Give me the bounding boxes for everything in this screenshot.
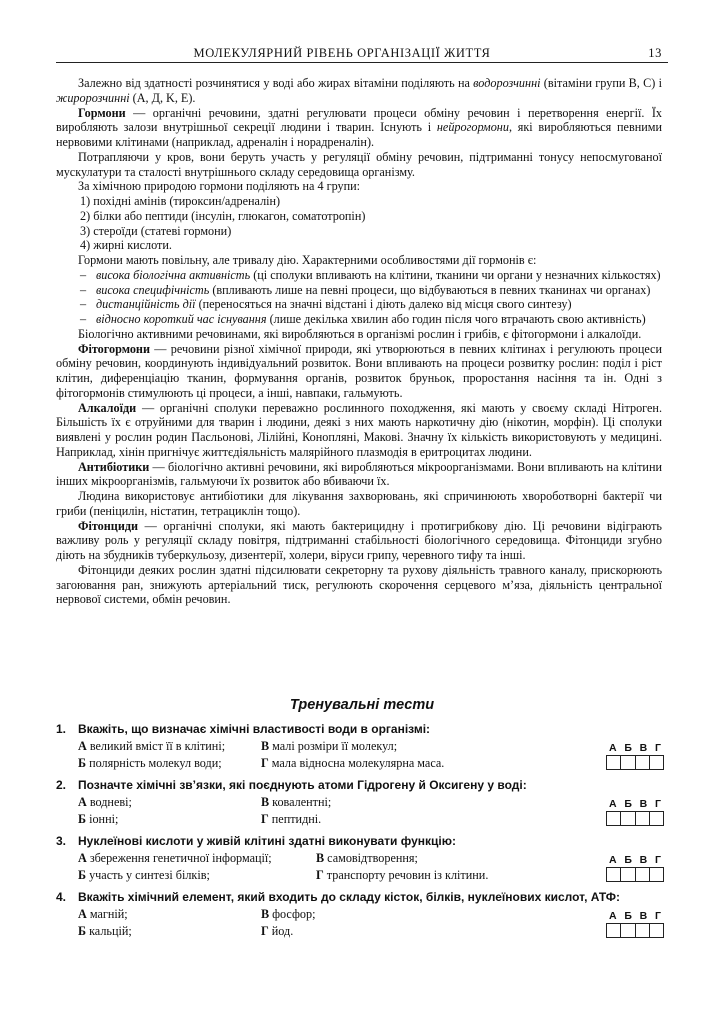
- answer-box[interactable]: [649, 756, 663, 769]
- option-letter: А: [78, 851, 87, 865]
- term-phytohormones: Фітогормони: [78, 341, 150, 356]
- option-text: кальцій;: [89, 924, 132, 938]
- grid-letter: А: [609, 910, 617, 922]
- feature-item: [56, 283, 662, 298]
- option-letter: В: [261, 795, 270, 809]
- paragraph-phytoncides: [56, 519, 662, 563]
- option-letter: Г: [316, 868, 324, 882]
- option-text: йод.: [271, 924, 294, 938]
- grid-letter: Г: [655, 798, 661, 810]
- grid-letter: В: [639, 798, 648, 810]
- option-text: самовідтворення;: [327, 851, 418, 865]
- test-question: [56, 721, 668, 781]
- answer-option: [78, 795, 132, 810]
- grid-letter: В: [639, 742, 648, 754]
- text-span: — органічні сполуки переважно рослинного походження, які мають у своєму складі Нітроген. Більшість їх є отруйними для тварин і людини, деякі з них мають наркотичну дію (нікотин, морфін). Ці сполуки виявлені у рослин родин Пасльонові, Лілійні, Конопляні, Макові. Значну їх кількість використовують у медицині. Наприклад, хінін пригнічує життєдіяльність малярійного плазмодія в еритроцитах людини.: [56, 400, 662, 459]
- running-header: [56, 44, 668, 64]
- feature-text: (впливають лише на певні процеси, що відбуваються в певних тканинах чи органах): [209, 282, 651, 297]
- term-hormones: Гормони: [78, 105, 126, 120]
- answer-grid-boxes: [606, 923, 664, 938]
- term-water-soluble: водорозчинні: [473, 76, 541, 90]
- answer-option: [261, 812, 321, 827]
- option-letter: А: [78, 795, 87, 809]
- answer-grid-letters: [606, 855, 664, 866]
- paragraph-phytoncides-effects: Фітонциди деяких рослин здатні підсилювати секреторну та рухову діяльність травного каналу, прискорюють загоювання ран, знижують артеріальний тиск, регулюють скорочення серцевого м’яза, діяльність центральної нервової системи, обмін речовин.: [56, 562, 662, 607]
- answer-option: [78, 812, 118, 827]
- answer-box[interactable]: [620, 924, 634, 937]
- test-question: [56, 777, 668, 837]
- question-number: 4.: [56, 890, 67, 904]
- option-text: участь у синтезі білків;: [89, 868, 210, 882]
- answer-box[interactable]: [620, 868, 634, 881]
- term-alkaloids: Алкалоїди: [78, 400, 137, 415]
- text-span: — органічні речовини, здатні регулювати процеси обміну речовин і перетворення енергії. Їх виробляють залози внутрішньої секреції людини і тварин. Існують і: [56, 105, 662, 135]
- answer-option: [316, 851, 418, 866]
- answer-grid-letters: [606, 911, 664, 922]
- grid-letter: А: [609, 854, 617, 866]
- text-span: Залежно від здатності розчинятися у воді або жирах вітаміни поділяють на: [78, 76, 474, 90]
- paragraph-antibiotics-use: Людина використовує антибіотики для лікування захворювань, які спричинюють хвороботворні бактерії чи гриби (пеніцилін, ністатин, тетрациклін тощо).: [56, 489, 662, 518]
- question-number: 1.: [56, 722, 67, 736]
- list-item: 3) стероїди (статеві гормони): [80, 223, 232, 238]
- answer-option: [261, 739, 397, 754]
- option-letter: Б: [78, 924, 87, 938]
- answer-grid: [606, 911, 664, 938]
- term-neurohormones: нейрогормони: [436, 120, 509, 135]
- grid-letter: Г: [655, 854, 661, 866]
- header-rule: [56, 62, 668, 63]
- answer-grid: [606, 743, 664, 770]
- answer-box[interactable]: [635, 812, 649, 825]
- option-text: мала відносна молекулярна маса.: [271, 756, 445, 770]
- option-letter: Б: [78, 812, 87, 826]
- answer-option: [78, 739, 225, 754]
- option-letter: А: [78, 907, 87, 921]
- option-letter: А: [78, 739, 87, 753]
- answer-box[interactable]: [607, 756, 620, 769]
- option-letter: Г: [261, 812, 269, 826]
- answer-grid-letters: [606, 743, 664, 754]
- answer-box[interactable]: [649, 868, 663, 881]
- running-header-title: МОЛЕКУЛЯРНИЙ РІВЕНЬ ОРГАНІЗАЦІЇ ЖИТТЯ: [193, 46, 491, 60]
- feature-term: відносно короткий час існування: [96, 312, 267, 326]
- option-text: транспорту речовин із клітини.: [326, 868, 489, 882]
- feature-term: висока біологічна активність: [96, 267, 251, 282]
- feature-item: [56, 268, 662, 283]
- page-number: 13: [648, 46, 662, 60]
- paragraph-alkaloids: [56, 401, 662, 460]
- question-text: Вкажіть, що визначає хімічні властивості води в організмі:: [78, 722, 431, 736]
- answer-box[interactable]: [620, 756, 634, 769]
- grid-letter: Г: [655, 742, 661, 754]
- answer-grid-letters: [606, 799, 664, 810]
- text-span: , які виробляються певними нервовими клітинами (наприклад, адреналін і норадреналін).: [56, 120, 662, 149]
- feature-text: (лише декілька хвилин або годин після чого втрачають свою активність): [266, 312, 646, 326]
- option-text: водневі;: [89, 795, 132, 809]
- grid-letter: В: [639, 854, 648, 866]
- term-fat-soluble: жиророзчинні: [56, 90, 130, 105]
- answer-box[interactable]: [649, 812, 663, 825]
- feature-item: [56, 312, 662, 327]
- grid-letter: Б: [624, 910, 632, 922]
- tests-title: Тренувальні тести: [289, 697, 435, 713]
- answer-box[interactable]: [607, 812, 620, 825]
- text-span: (A, Д, K, E).: [129, 90, 196, 105]
- paragraph-bioactive: Біологічно активними речовинами, які виробляються в організмі рослин і грибів, є фітогормони і алкалоїди.: [78, 326, 642, 341]
- paragraph-hormone-action: Гормони мають повільну, але тривалу дію. Характерними особливостями дії гормонів є:: [78, 253, 537, 267]
- question-text: Вкажіть хімічний елемент, який входить до складу кісток, білків, нуклеїнових кислот, АТФ:: [78, 890, 620, 904]
- answer-box[interactable]: [649, 924, 663, 937]
- answer-option: [78, 851, 272, 866]
- option-text: фосфор;: [272, 907, 316, 921]
- answer-option: [261, 756, 444, 771]
- feature-text: (ці сполуки впливають на клітини, тканини чи органи у незначних кількостях): [250, 267, 661, 282]
- option-text: магній;: [89, 907, 128, 921]
- feature-term: висока специфічність: [96, 282, 210, 297]
- term-antibiotics: Антибіотики: [78, 459, 150, 474]
- answer-option: [78, 868, 210, 883]
- answer-grid-boxes: [606, 811, 664, 826]
- feature-item: [56, 297, 662, 312]
- grid-letter: В: [639, 910, 648, 922]
- feature-term: дистанційність дії: [96, 297, 196, 312]
- answer-box[interactable]: [635, 868, 649, 881]
- answer-box[interactable]: [635, 756, 649, 769]
- text-span: — біологічно активні речовини, які виробляються мікроорганізмами. Вони впливають на клітини інших мікроорганізмів, гальмуючи їх розвиток або вбиваючи їх.: [56, 459, 662, 489]
- question-text: Позначте хімічні зв’язки, які поєднують атоми Гідрогену й Оксигену у воді:: [78, 778, 527, 792]
- answer-box[interactable]: [607, 924, 620, 937]
- list-item: 2) білки або пептиди (інсулін, глюкагон, соматотропін): [80, 208, 366, 223]
- option-text: полярність молекул води;: [89, 756, 222, 770]
- option-letter: В: [316, 851, 325, 865]
- option-text: пептидні.: [271, 812, 322, 826]
- answer-grid: [606, 855, 664, 882]
- option-text: іонні;: [89, 812, 119, 826]
- answer-option: [261, 924, 293, 939]
- answer-option: [78, 924, 132, 939]
- text-span: — органічні сполуки, які мають бактерицидну і протигрибкову дію. Ці речовини відіграють важливу роль у регуляції складу повітря, підтриманні стабільності біологічного середовища. Фітонциди згубно діють на збудників туберкульозу, дизентерії, холери, віруси грипу, черевного тифу та інші.: [56, 518, 662, 562]
- option-letter: Б: [78, 868, 87, 882]
- text-span: (вітаміни групи B, C) і: [540, 76, 663, 90]
- grid-letter: Б: [624, 742, 632, 754]
- paragraph-hormones: [56, 106, 662, 150]
- question-number: 3.: [56, 834, 67, 848]
- paragraph-hormones-blood: Потрапляючи у кров, вони беруть участь у регуляції обміну речовин, підтриманні тонусу непосмугованої мускулатури та сталості внутрішнього складу середовища організму.: [56, 149, 662, 179]
- answer-grid-boxes: [606, 867, 664, 882]
- grid-letter: А: [609, 742, 617, 754]
- answer-box[interactable]: [620, 812, 634, 825]
- answer-option: [78, 907, 128, 922]
- paragraph-vitamins: [56, 76, 662, 106]
- paragraph-antibiotics: [56, 460, 662, 490]
- grid-letter: А: [609, 798, 617, 810]
- question-text: Нуклеїнові кислоти у живій клітині здатні виконувати функцію:: [78, 834, 456, 848]
- question-number: 2.: [56, 778, 67, 792]
- test-question: [56, 833, 668, 893]
- list-item: 1) похідні амінів (тироксин/адреналін): [80, 194, 281, 208]
- grid-letter: Г: [655, 910, 661, 922]
- option-text: ковалентні;: [272, 795, 332, 809]
- answer-option: [261, 795, 331, 810]
- answer-option: [261, 907, 315, 922]
- body-text: [56, 76, 662, 607]
- answer-option: [78, 756, 222, 771]
- option-text: малі розміри її молекул;: [272, 739, 398, 753]
- grid-letter: Б: [624, 854, 632, 866]
- option-letter: В: [261, 907, 270, 921]
- option-letter: Г: [261, 924, 269, 938]
- test-question: [56, 889, 668, 949]
- option-text: збереження генетичної інформації;: [89, 851, 272, 865]
- grid-letter: Б: [624, 798, 632, 810]
- answer-option: [316, 868, 488, 883]
- answer-grid-boxes: [606, 755, 664, 770]
- paragraph-phytohormones: [56, 342, 662, 401]
- list-item: 4) жирні кислоти.: [80, 238, 172, 253]
- option-letter: Г: [261, 756, 269, 770]
- text-span: — речовини різної хімічної природи, які утворюються в певних клітинах і регулюють процеси обміну речовин, координують індивідуальний розвиток. Вони впливають на процеси розвитку рослин: поділ і ріст клітин, диференціацію тканин, формування органів, розвиток бруньок, проростання насіння та ін. Одні з фітогормонів стимулюють ці процеси, а інші, навпаки, гальмують.: [56, 341, 662, 400]
- term-phytoncides: Фітонциди: [78, 518, 139, 533]
- option-letter: Б: [78, 756, 87, 770]
- answer-box[interactable]: [635, 924, 649, 937]
- option-letter: В: [261, 739, 270, 753]
- feature-text: (переносяться на значні відстані і діють далеко від місця свого синтезу): [195, 297, 572, 312]
- answer-box[interactable]: [607, 868, 620, 881]
- option-text: великий вміст її в клітині;: [89, 739, 226, 753]
- paragraph-hormone-groups: За хімічною природою гормони поділяють на 4 групи:: [78, 179, 361, 194]
- answer-grid: [606, 799, 664, 826]
